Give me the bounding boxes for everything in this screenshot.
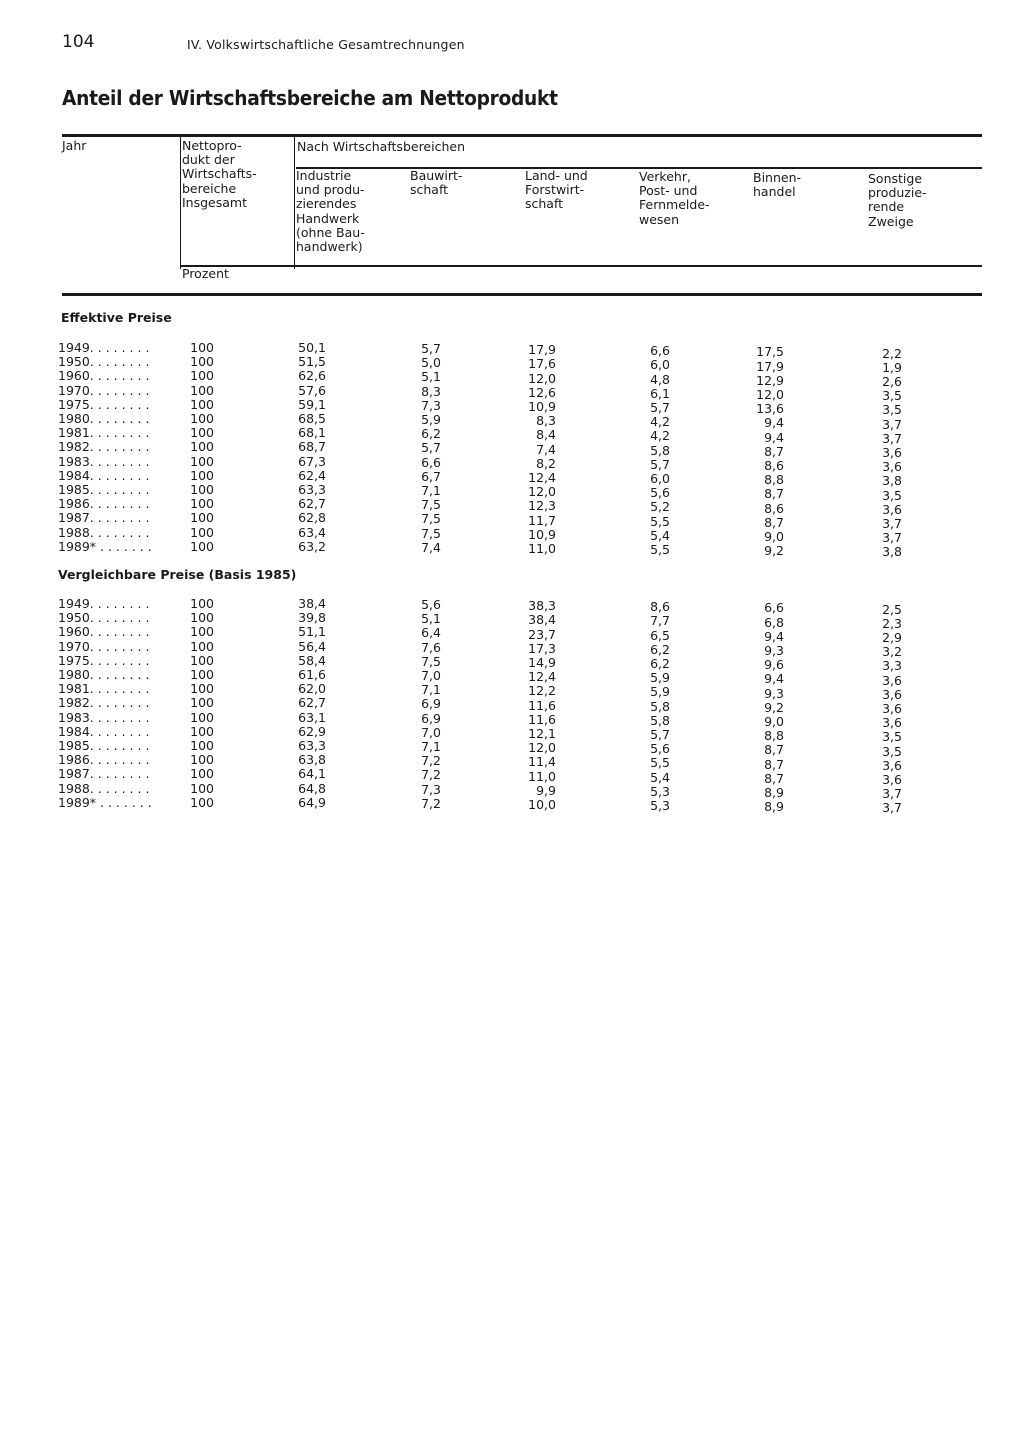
year-cell: 1983. . . . . . . . [58,709,150,725]
total-cell: 100 [190,766,214,782]
construction-cell: 7,2 [421,795,441,811]
industry-cell: 62,6 [298,368,326,384]
transport-cell: 5,8 [650,442,670,458]
header-bottom-rule [62,293,982,296]
industry-cell: 62,7 [298,695,326,711]
industry-cell: 57,6 [298,382,326,398]
agriculture-cell: 17,6 [528,356,556,372]
total-cell: 100 [190,482,214,497]
trade-cell: 6,8 [764,614,784,630]
agriculture-cell: 11,0 [528,768,556,784]
industry-cell: 51,5 [298,354,326,370]
construction-cell: 7,1 [421,682,441,698]
trade-cell: 9,3 [764,642,784,658]
other-cell: 3,7 [882,530,902,546]
construction-cell: 7,0 [421,724,441,740]
construction-cell: 5,1 [421,611,441,627]
trade-cell: 9,2 [764,699,784,715]
total-cell: 100 [190,382,214,398]
construction-cell: 5,9 [421,412,441,428]
trade-cell: 8,6 [764,457,784,473]
year-cell: 1970. . . . . . . . [58,382,150,398]
construction-cell: 5,7 [421,341,441,357]
other-cell: 3,7 [882,430,902,446]
total-cell: 100 [190,425,214,441]
table-row [0,596,1024,617]
trade-cell: 9,3 [764,685,784,701]
year-cell: 1982. . . . . . . . [58,695,150,711]
table-row [0,396,1024,418]
agriculture-cell: 7,4 [536,441,556,457]
group-header: Nach Wirtschaftsbereichen [297,139,465,154]
construction-cell: 7,2 [421,753,441,769]
industry-cell: 38,4 [298,596,326,611]
column-header-industry: Industrie und produ- zierendes Handwerk (ohne Bau- handwerk) [296,168,365,255]
year-cell: 1949. . . . . . . . [58,596,150,611]
total-cell: 100 [190,467,214,483]
construction-cell: 7,4 [421,539,441,555]
other-cell: 3,7 [882,786,902,802]
transport-cell: 5,7 [650,400,670,416]
total-cell: 100 [190,667,214,682]
industry-cell: 64,9 [298,794,326,810]
trade-cell: 9,4 [764,429,784,445]
other-cell: 3,8 [882,544,902,560]
industry-cell: 62,0 [298,681,326,697]
transport-cell: 5,4 [650,527,670,543]
year-cell: 1981. . . . . . . . [58,425,150,441]
agriculture-cell: 12,0 [528,484,556,500]
construction-cell: 7,6 [421,639,441,655]
construction-cell: 7,5 [421,511,441,527]
construction-cell: 7,5 [421,525,441,541]
trade-cell: 8,7 [764,742,784,758]
other-cell: 3,7 [882,416,902,432]
trade-cell: 9,0 [764,713,784,729]
total-cell: 100 [190,695,214,711]
year-cell: 1985. . . . . . . . [58,482,150,497]
header-top-rule [62,134,982,137]
agriculture-cell: 9,9 [536,782,556,798]
other-cell: 3,6 [882,757,902,773]
agriculture-cell: 17,9 [528,342,556,358]
table-row [0,667,1024,688]
total-cell: 100 [190,354,214,370]
year-cell: 1987. . . . . . . . [58,766,150,782]
transport-cell: 4,2 [650,414,670,430]
transport-cell: 5,9 [650,670,670,686]
construction-cell: 6,9 [421,696,441,712]
industry-cell: 51,1 [298,624,326,640]
other-cell: 3,6 [882,700,902,716]
table-row [0,411,1024,432]
unit-label: Prozent [182,266,229,281]
transport-cell: 5,5 [650,755,670,771]
industry-cell: 50,1 [298,340,326,355]
table-row [0,738,1024,759]
transport-cell: 5,3 [650,783,670,799]
other-cell: 3,5 [882,729,902,745]
industry-cell: 64,8 [298,780,326,796]
construction-cell: 7,5 [421,653,441,669]
agriculture-cell: 10,0 [528,796,556,812]
other-cell: 3,7 [882,515,902,531]
trade-cell: 17,5 [756,344,784,360]
construction-cell: 5,6 [421,597,441,613]
trade-cell: 9,6 [764,657,784,673]
other-cell: 3,5 [882,402,902,418]
total-cell: 100 [190,496,214,512]
transport-cell: 8,6 [650,599,670,615]
other-cell: 3,6 [882,715,902,731]
transport-cell: 5,8 [650,698,670,714]
transport-cell: 5,3 [650,798,670,814]
industry-cell: 58,4 [298,652,326,668]
trade-cell: 8,7 [764,756,784,772]
trade-cell: 8,8 [764,728,784,744]
table-row [0,752,1024,773]
table-row [0,766,1024,787]
agriculture-cell: 14,9 [528,654,556,670]
industry-cell: 67,3 [298,453,326,469]
total-cell: 100 [190,681,214,697]
agriculture-cell: 12,0 [528,740,556,756]
trade-cell: 9,0 [764,528,784,544]
trade-cell: 8,8 [764,472,784,488]
trade-cell: 9,4 [764,628,784,644]
section-title-comparable: Vergleichbare Preise (Basis 1985) [58,567,297,582]
year-cell: 1984. . . . . . . . [58,467,150,483]
table-row [0,425,1024,446]
construction-cell: 6,6 [421,454,441,470]
table-row [0,510,1024,531]
table-row [0,368,1024,389]
other-cell: 2,9 [882,629,902,645]
construction-cell: 7,3 [421,397,441,413]
agriculture-cell: 12,3 [528,498,556,514]
trade-cell: 12,9 [756,372,784,388]
other-cell: 3,5 [882,743,902,759]
trade-cell: 8,6 [764,500,784,516]
other-cell: 2,3 [882,615,902,631]
year-cell: 1960. . . . . . . . [58,624,150,640]
column-divider-group [294,137,295,269]
agriculture-cell: 10,9 [528,526,556,542]
agriculture-cell: 38,4 [528,612,556,628]
chapter-heading: IV. Volkswirtschaftliche Gesamtrechnungen [187,37,465,52]
transport-cell: 6,6 [650,343,670,359]
agriculture-cell: 12,4 [528,669,556,685]
agriculture-cell: 11,7 [528,512,556,528]
construction-cell: 5,0 [421,355,441,371]
construction-cell: 7,3 [421,781,441,797]
year-cell: 1980. . . . . . . . [58,667,150,682]
industry-cell: 62,8 [298,510,326,526]
year-cell: 1989* . . . . . . . [58,538,152,554]
agriculture-cell: 8,3 [536,413,556,429]
total-cell: 100 [190,752,214,768]
year-cell: 1950. . . . . . . . [58,354,150,370]
other-cell: 3,5 [882,388,902,404]
industry-cell: 63,8 [298,752,326,768]
transport-cell: 5,4 [650,769,670,785]
construction-cell: 6,9 [421,710,441,726]
trade-cell: 8,7 [764,514,784,530]
agriculture-cell: 10,9 [528,398,556,414]
column-header-transport: Verkehr, Post- und Fernmelde- wesen [639,169,710,227]
agriculture-cell: 17,3 [528,640,556,656]
construction-cell: 7,1 [421,739,441,755]
transport-cell: 6,1 [650,385,670,401]
table-row [0,695,1024,716]
other-cell: 3,6 [882,501,902,517]
total-cell: 100 [190,723,214,739]
trade-cell: 9,2 [764,543,784,559]
construction-cell: 6,2 [421,426,441,442]
total-cell: 100 [190,538,214,554]
total-cell: 100 [190,453,214,469]
industry-cell: 63,2 [298,538,326,554]
industry-cell: 62,7 [298,496,326,512]
column-header-other: Sonstige produzie- rende Zweige [868,171,927,229]
agriculture-cell: 38,3 [528,598,556,614]
transport-cell: 6,5 [650,627,670,643]
column-header-year: Jahr [62,138,87,153]
table-row [0,482,1024,503]
transport-cell: 5,7 [650,727,670,743]
year-cell: 1970. . . . . . . . [58,638,150,654]
trade-cell: 12,0 [756,386,784,402]
column-header-agriculture: Land- und Forstwirt- schaft [525,168,588,212]
other-cell: 3,6 [882,686,902,702]
year-cell: 1987. . . . . . . . [58,510,150,526]
column-divider-total [180,137,181,269]
other-cell: 2,5 [882,601,902,617]
agriculture-cell: 12,1 [528,725,556,741]
other-cell: 3,5 [882,487,902,503]
agriculture-cell: 11,0 [528,540,556,556]
construction-cell: 6,4 [421,625,441,641]
other-cell: 3,6 [882,771,902,787]
year-cell: 1975. . . . . . . . [58,652,150,668]
table-row [0,681,1024,702]
trade-cell: 8,7 [764,443,784,459]
industry-cell: 63,3 [298,738,326,753]
trade-cell: 8,9 [764,799,784,815]
year-cell: 1986. . . . . . . . [58,496,150,512]
industry-cell: 56,4 [298,638,326,654]
trade-cell: 9,4 [764,415,784,431]
other-cell: 3,6 [882,672,902,688]
agriculture-cell: 11,4 [528,754,556,770]
other-cell: 2,6 [882,373,902,389]
total-cell: 100 [190,794,214,810]
agriculture-cell: 23,7 [528,626,556,642]
industry-cell: 61,6 [298,667,326,682]
industry-cell: 59,1 [298,396,326,412]
table-row [0,496,1024,517]
total-cell: 100 [190,510,214,526]
section-title-effective: Effektive Preise [61,310,172,325]
column-header-construction: Bauwirt- schaft [410,168,463,198]
column-header-total: Nettopro- dukt der Wirtschafts- bereiche Insgesamt [182,138,257,210]
other-cell: 3,6 [882,459,902,475]
total-cell: 100 [190,340,214,355]
year-cell: 1950. . . . . . . . [58,610,150,626]
table-row [0,610,1024,631]
total-cell: 100 [190,368,214,384]
trade-cell: 17,9 [756,358,784,374]
total-cell: 100 [190,610,214,626]
year-cell: 1989* . . . . . . . [58,794,152,810]
other-cell: 3,8 [882,473,902,489]
construction-cell: 7,1 [421,483,441,499]
construction-cell: 7,2 [421,767,441,783]
trade-cell: 8,9 [764,784,784,800]
agriculture-cell: 12,4 [528,469,556,485]
transport-cell: 4,8 [650,371,670,387]
construction-cell: 7,5 [421,497,441,513]
transport-cell: 6,2 [650,656,670,672]
transport-cell: 5,6 [650,741,670,757]
industry-cell: 62,9 [298,723,326,739]
industry-cell: 63,1 [298,709,326,725]
other-cell: 3,3 [882,658,902,674]
trade-cell: 8,7 [764,770,784,786]
industry-cell: 68,7 [298,439,326,455]
agriculture-cell: 11,6 [528,711,556,727]
total-cell: 100 [190,638,214,654]
year-cell: 1980. . . . . . . . [58,411,150,426]
industry-cell: 63,4 [298,524,326,540]
trade-cell: 8,7 [764,486,784,502]
total-cell: 100 [190,411,214,426]
transport-cell: 5,5 [650,542,670,558]
transport-cell: 5,9 [650,684,670,700]
table-row [0,624,1024,645]
industry-cell: 64,1 [298,766,326,782]
page-number: 104 [62,32,95,52]
year-cell: 1982. . . . . . . . [58,439,150,455]
transport-cell: 6,0 [650,471,670,487]
total-cell: 100 [190,396,214,412]
transport-cell: 5,2 [650,499,670,515]
year-cell: 1949. . . . . . . . [58,340,150,355]
table-row [0,794,1024,816]
transport-cell: 7,7 [650,613,670,629]
agriculture-cell: 8,4 [536,427,556,443]
other-cell: 3,7 [882,800,902,816]
table-row [0,340,1024,361]
total-cell: 100 [190,596,214,611]
trade-cell: 6,6 [764,600,784,616]
year-cell: 1981. . . . . . . . [58,681,150,697]
agriculture-cell: 12,2 [528,683,556,699]
total-cell: 100 [190,738,214,753]
year-cell: 1975. . . . . . . . [58,396,150,412]
unit-rule [180,265,982,267]
table-title: Anteil der Wirtschaftsbereiche am Nettoprodukt [62,86,558,110]
table-row [0,439,1024,460]
transport-cell: 5,7 [650,456,670,472]
total-cell: 100 [190,780,214,796]
construction-cell: 5,1 [421,369,441,385]
trade-cell: 9,4 [764,671,784,687]
year-cell: 1984. . . . . . . . [58,723,150,739]
transport-cell: 4,2 [650,428,670,444]
total-cell: 100 [190,524,214,540]
other-cell: 1,9 [882,359,902,375]
year-cell: 1983. . . . . . . . [58,453,150,469]
construction-cell: 5,7 [421,440,441,456]
agriculture-cell: 12,6 [528,384,556,400]
construction-cell: 6,7 [421,468,441,484]
other-cell: 3,2 [882,644,902,660]
agriculture-cell: 8,2 [536,455,556,471]
year-cell: 1988. . . . . . . . [58,780,150,796]
table-row [0,354,1024,375]
industry-cell: 62,4 [298,467,326,483]
transport-cell: 5,6 [650,485,670,501]
column-header-trade: Binnen- handel [753,170,802,200]
industry-cell: 68,5 [298,411,326,426]
agriculture-cell: 11,6 [528,697,556,713]
industry-cell: 68,1 [298,425,326,441]
total-cell: 100 [190,652,214,668]
year-cell: 1986. . . . . . . . [58,752,150,768]
construction-cell: 7,0 [421,668,441,684]
transport-cell: 5,8 [650,712,670,728]
transport-cell: 6,0 [650,357,670,373]
agriculture-cell: 12,0 [528,370,556,386]
total-cell: 100 [190,439,214,455]
year-cell: 1960. . . . . . . . [58,368,150,384]
industry-cell: 63,3 [298,482,326,497]
transport-cell: 5,5 [650,513,670,529]
total-cell: 100 [190,709,214,725]
other-cell: 2,2 [882,345,902,361]
other-cell: 3,6 [882,444,902,460]
industry-cell: 39,8 [298,610,326,626]
transport-cell: 6,2 [650,641,670,657]
year-cell: 1988. . . . . . . . [58,524,150,540]
construction-cell: 8,3 [421,383,441,399]
year-cell: 1985. . . . . . . . [58,738,150,753]
total-cell: 100 [190,624,214,640]
trade-cell: 13,6 [756,401,784,417]
